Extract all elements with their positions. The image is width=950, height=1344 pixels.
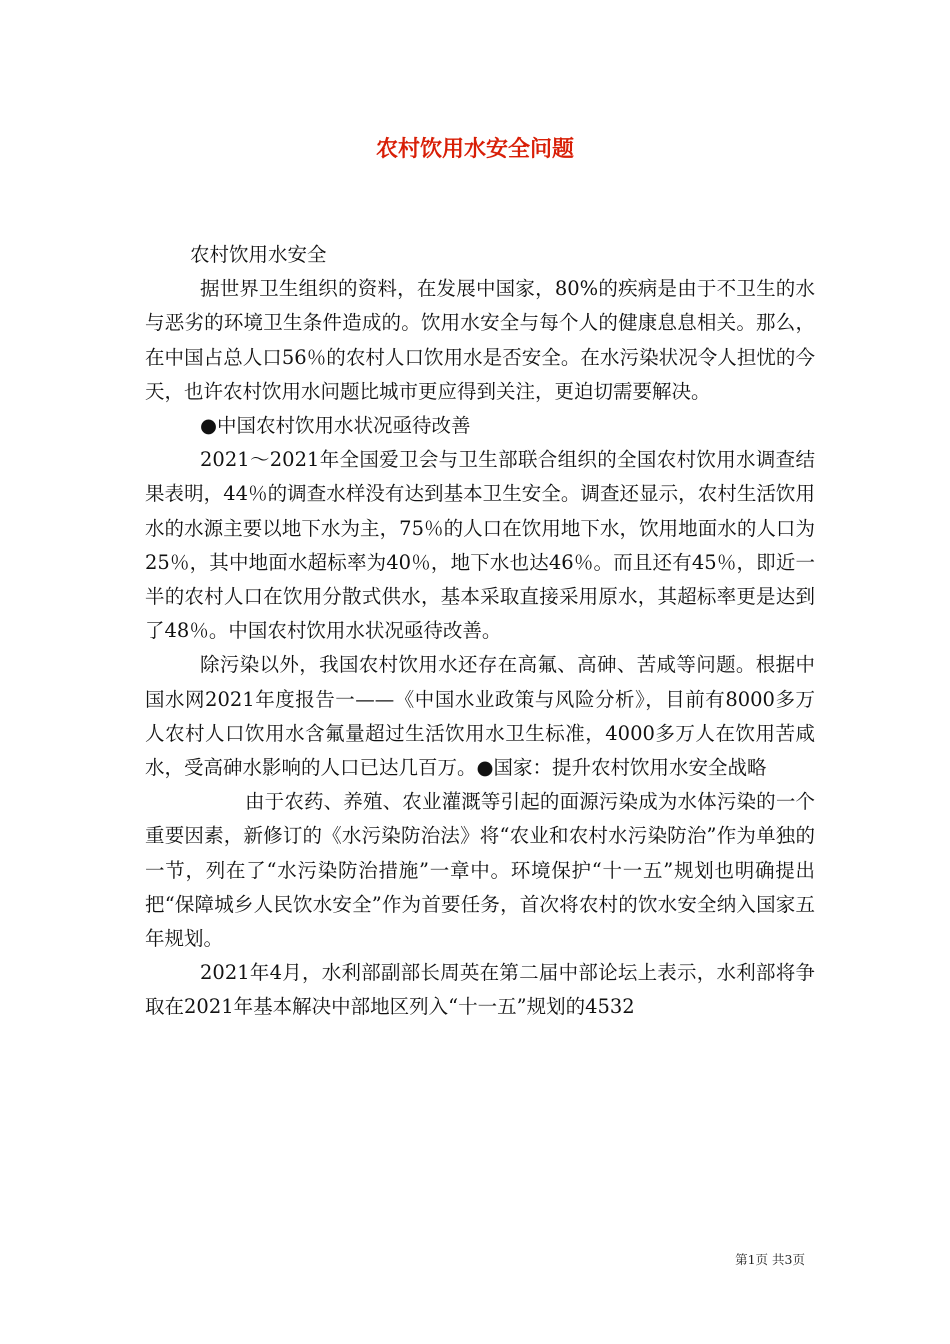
- paragraph-pollution: 除污染以外，我国农村饮用水还存在高氟、高砷、苦咸等问题。根据中国水网2021年度报告一——《中国水业政策与风险分析》，目前有8000多万人农村人口饮用水含氟量超过生活饮用水卫生标准，4000多万人在饮用苦咸水，受高砷水影响的人口已达几百万。●国家：提升农村饮用水安全战略: [145, 653, 815, 780]
- paragraph-intro: 据世界卫生组织的资料，在发展中国家，80%的疾病是由于不卫生的水与恶劣的环境卫生条件造成的。饮用水安全与每个人的健康息息相关。那么，在中国占总人口56％的农村人口饮用水是否安全。在水污染状况令人担忧的今天，也许农村饮用水问题比城市更应得到关注，更迫切需要解决。: [145, 277, 815, 403]
- page-number-footer: 第1页 共3页: [735, 1252, 805, 1267]
- paragraph-survey: 2021～2021年全国爱卫会与卫生部联合组织的全国农村饮用水调查结果表明，44％的调查水样没有达到基本卫生安全。调查还显示，农村生活饮用水的水源主要以地下水为主，75％的人口在饮用地下水，饮用地面水的人口为25％，其中地面水超标率为40％，地下水也达46％。而且还有45％，即近一半的农村人口在饮用分散式供水，基本采取直接采用原水，其超标率更是达到了48％。中国农村饮用水状况亟待改善。: [145, 448, 815, 643]
- document-title: 农村饮用水安全问题: [375, 136, 574, 162]
- document-body: [145, 238, 815, 1025]
- paragraph-policy: 由于农药、养殖、农业灌溉等引起的面源污染成为水体污染的一个重要因素，新修订的《水污染防治法》将“农业和农村水污染防治”作为单独的一节，列在了“水污染防治措施”一章中。环境保护“十一五”规划也明确提出把“保障城乡人民饮水安全”作为首要任务，首次将农村的饮水安全纳入国家五年规划。: [145, 790, 815, 951]
- paragraph-ministry: 2021年4月，水利部副部长周英在第二届中部论坛上表示，水利部将争取在2021年基本解决中部地区列入“十一五”规划的4532: [145, 961, 815, 1019]
- paragraph-subtitle: 农村饮用水安全: [190, 243, 327, 266]
- section-heading-status: ●中国农村饮用水状况亟待改善: [200, 414, 471, 438]
